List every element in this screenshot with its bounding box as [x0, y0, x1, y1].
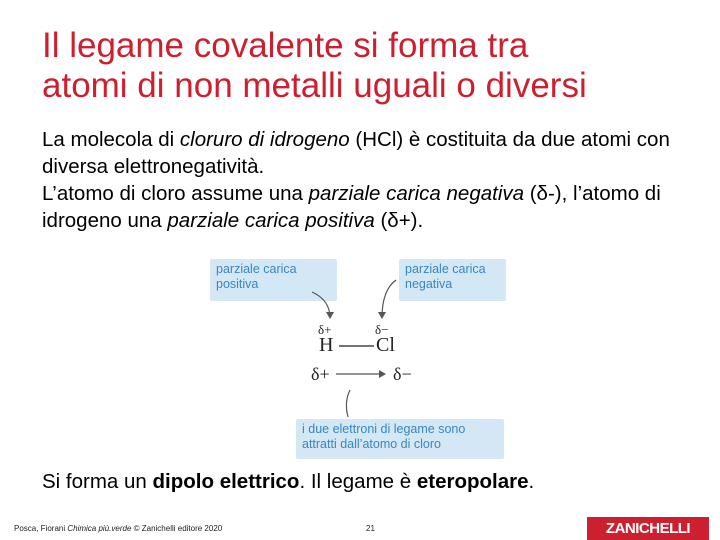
footer-credits	[14, 524, 222, 533]
text-run: (HCl) è costituita da due atomi con diversa elettronegatività.	[42, 128, 670, 178]
text-run-italic: Chimica più.verde	[67, 524, 132, 533]
delta-minus-label: δ−	[375, 322, 389, 337]
text-run: © Zanichelli editore 2020	[131, 524, 223, 533]
title-line-2: atomi di non metalli uguali o diversi	[42, 66, 587, 105]
text-run: Posca, Fiorani	[14, 524, 68, 533]
callout-text: attratti dall’atomo di cloro	[302, 437, 441, 451]
text-run-italic: cloruro di idrogeno	[179, 128, 350, 151]
atom-chlorine: Cl	[376, 334, 395, 356]
text-run-italic: parziale carica positiva	[167, 209, 375, 232]
atom-hydrogen: H	[319, 334, 334, 356]
callout-text: i due elettroni di legame sono	[302, 422, 466, 436]
pointer-arrow-left	[312, 292, 330, 318]
text-run: . Il legame è	[299, 470, 417, 493]
callout-text: positiva	[216, 277, 259, 291]
text-run-italic: parziale carica negativa	[308, 182, 525, 205]
text-run: (δ+).	[374, 209, 424, 232]
text-run: L’atomo di cloro assume una	[42, 182, 309, 205]
callout-text: negativa	[405, 277, 453, 291]
text-run-bold: eteropolare	[416, 470, 529, 493]
page-number: 21	[366, 524, 375, 533]
text-run: La molecola di	[42, 128, 180, 151]
text-run: Si forma un	[42, 470, 153, 493]
text-run: (δ-), l’atomo di idrogeno una	[42, 182, 661, 232]
text-run-bold: dipolo elettrico	[152, 470, 300, 493]
pointer-arrow-bottom	[346, 390, 350, 417]
callout-text: parziale carica	[405, 262, 486, 276]
pointer-arrow-right	[382, 280, 396, 318]
conclusion-text	[42, 470, 534, 494]
dipole-delta-minus: δ−	[393, 364, 412, 384]
title-line-1: Il legame covalente si forma tra	[42, 26, 529, 65]
callout-text: parziale carica	[216, 262, 297, 276]
publisher-logo: ZANICHELLI	[587, 517, 709, 540]
dipole-delta-plus: δ+	[311, 364, 330, 384]
delta-plus-label: δ+	[318, 322, 332, 337]
text-run: .	[528, 470, 535, 493]
